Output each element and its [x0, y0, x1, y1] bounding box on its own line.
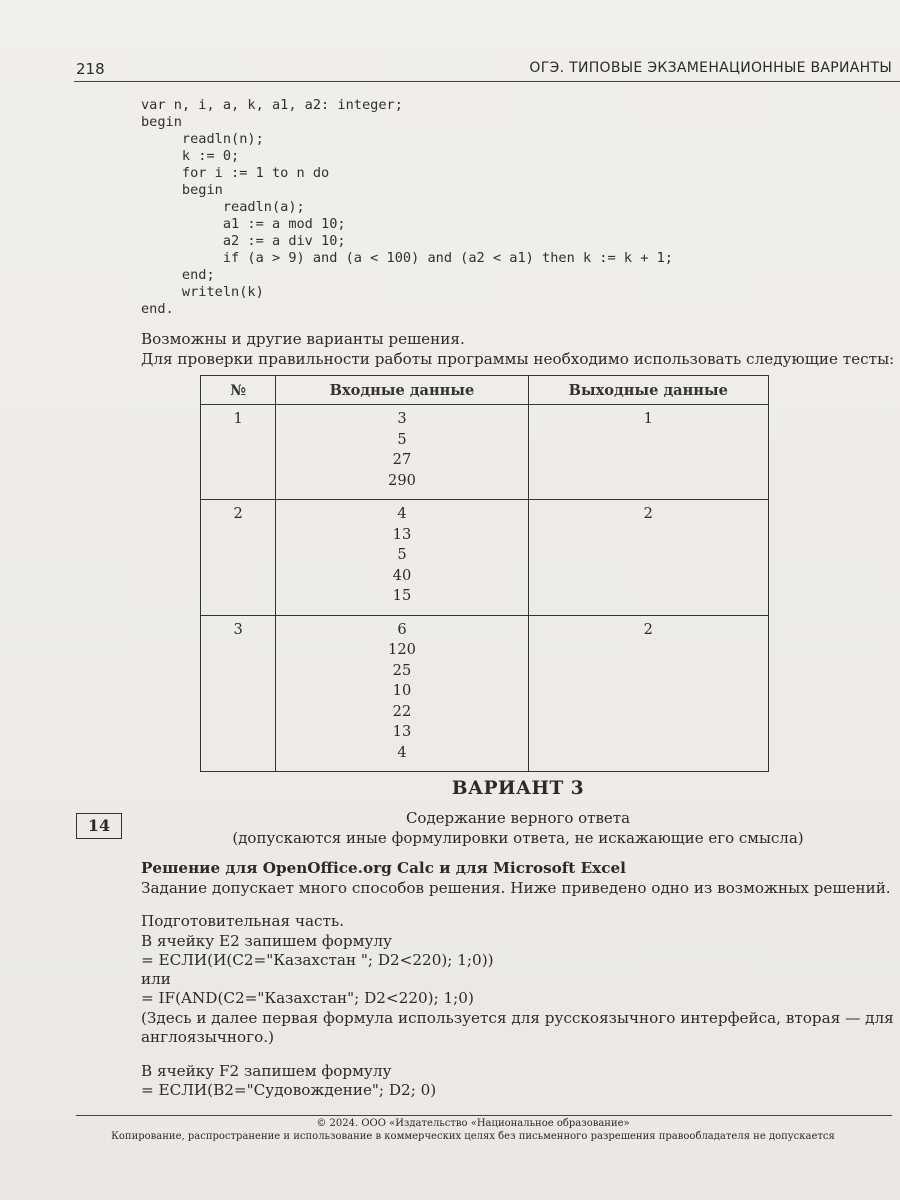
- f2-instruction: В ячейку F2 запишем формулу: [141, 1062, 392, 1080]
- table-row: [201, 615, 769, 772]
- test-number: 1: [201, 405, 276, 500]
- or-word: или: [141, 970, 171, 988]
- formula-ru: = ЕСЛИ(И(С2="Казахстан "; D2<220); 1;0)): [141, 951, 494, 969]
- input-value: 5: [397, 430, 407, 448]
- footer-divider: [76, 1115, 892, 1116]
- test-output: 2: [528, 500, 768, 616]
- variant-title: ВАРИАНТ 3: [451, 778, 585, 799]
- test-input: [276, 405, 528, 500]
- input-value: 4: [397, 743, 407, 761]
- input-value: 27: [392, 451, 412, 468]
- input-value: 15: [392, 587, 412, 604]
- test-input: [276, 615, 528, 772]
- input-value: 22: [392, 702, 412, 720]
- copyright-line: © 2024. ООО «Издательство «Национальное образование»: [316, 1118, 630, 1129]
- solution-heading: Решение для OpenOffice.org Calc и для Microsoft Excel: [141, 859, 626, 877]
- input-value: 290: [388, 471, 416, 489]
- input-value: 25: [392, 661, 412, 679]
- running-header: ОГЭ. ТИПОВЫЕ ЭКЗАМЕНАЦИОННЫЕ ВАРИАНТЫ: [529, 60, 892, 76]
- interface-note-line2: англоязычного.): [141, 1028, 275, 1046]
- input-value: 4: [397, 505, 407, 522]
- solution-intro: Задание допускает много способов решения. Ниже приведено одно из возможных решений.: [141, 879, 891, 897]
- tests-table: [200, 375, 769, 772]
- table-row: [201, 405, 769, 500]
- input-value: 13: [392, 723, 412, 740]
- input-value: 13: [392, 525, 412, 543]
- test-output: 2: [528, 615, 768, 772]
- test-number: 2: [201, 500, 276, 616]
- answer-note: (допускаются иные формулировки ответа, не искажающие его смысла): [232, 829, 804, 847]
- answer-heading: Содержание верного ответа: [405, 809, 631, 827]
- test-output: 1: [528, 405, 768, 500]
- formula-f2: = ЕСЛИ(В2="Судовождение"; D2; 0): [141, 1081, 437, 1099]
- e2-instruction: В ячейку Е2 запишем формулу: [141, 932, 392, 950]
- header-divider: [74, 81, 900, 82]
- tests-intro: Для проверки правильности работы программы необходимо использовать следующие тесты:: [141, 350, 895, 368]
- input-value: 6: [397, 620, 407, 638]
- copyright-notice: Копирование, распространение и использование в коммерческих целях без письменного разрешения правообладателя не допускается: [111, 1131, 835, 1142]
- input-value: 5: [397, 546, 407, 563]
- page-number: 218: [76, 60, 105, 78]
- input-value: 3: [397, 410, 407, 427]
- input-value: 40: [392, 566, 412, 584]
- pascal-code-listing: var n, i, a, k, a1, a2: integer; begin readln(n); k := 0; for i := 1 to n do begin readln(a); a1 := a mod 10; a2 := a div 10; if (a > 9) and (a < 100) and (a2 < a1) then k := k + 1; end; writeln(k) end.: [141, 97, 673, 317]
- table-header-row: [201, 376, 769, 405]
- column-header-output: Выходные данные: [528, 376, 768, 405]
- test-input: [276, 500, 528, 616]
- column-header-number: №: [201, 376, 276, 405]
- column-header-input: Входные данные: [276, 376, 528, 405]
- table-row: [201, 500, 769, 616]
- formula-en: = IF(AND(C2="Казахстан"; D2<220); 1;0): [141, 989, 474, 1007]
- interface-note-line1: (Здесь и далее первая формула используется для русскоязычного интерфейса, вторая — для: [141, 1009, 894, 1027]
- alt-solutions-note: Возможны и другие варианты решения.: [141, 330, 465, 348]
- prep-part: Подготовительная часть.: [141, 912, 345, 930]
- input-value: 120: [388, 641, 416, 658]
- input-value: 10: [392, 682, 412, 699]
- test-number: 3: [201, 615, 276, 772]
- task-number-box: 14: [76, 813, 122, 839]
